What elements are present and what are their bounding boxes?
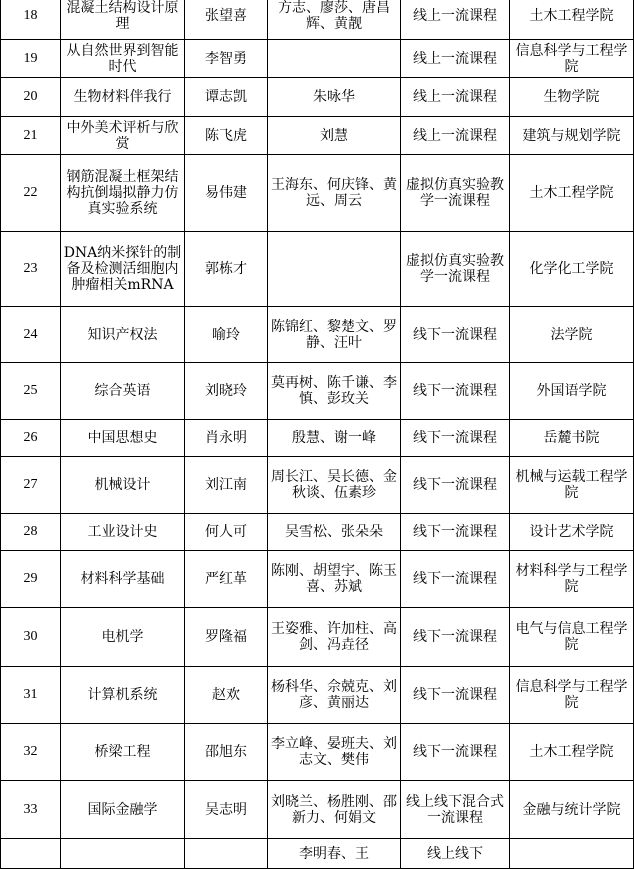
team-members: 陈刚、胡望宇、陈玉喜、苏斌 bbox=[268, 551, 401, 608]
college-name: 金融与统计学院 bbox=[510, 781, 634, 839]
course-type: 线下一流课程 bbox=[401, 363, 510, 420]
team-members: 陈锦红、黎楚文、罗静、汪叶 bbox=[268, 307, 401, 363]
college-name: 岳麓书院 bbox=[510, 420, 634, 457]
course-leader: 肖永明 bbox=[185, 420, 268, 457]
table-row bbox=[1, 78, 634, 117]
team-members: 王姿雅、许加柱、高剑、冯垚径 bbox=[268, 608, 401, 667]
team-members bbox=[268, 40, 401, 78]
table-row bbox=[1, 363, 634, 420]
team-members: 周长江、吴长德、金秋谈、伍素珍 bbox=[268, 457, 401, 514]
table-row bbox=[1, 608, 634, 667]
course-leader: 严红革 bbox=[185, 551, 268, 608]
college-name: 设计艺术学院 bbox=[510, 514, 634, 551]
college-name: 土木工程学院 bbox=[510, 724, 634, 781]
college-name: 信息科学与工程学院 bbox=[510, 667, 634, 724]
row-number: 20 bbox=[1, 78, 61, 117]
college-name: 化学化工学院 bbox=[510, 232, 634, 307]
course-type: 线上一流课程 bbox=[401, 78, 510, 117]
team-members: 吴雪松、张朵朵 bbox=[268, 514, 401, 551]
course-name: 生物材料伴我行 bbox=[61, 78, 185, 117]
college-name: 材料科学与工程学院 bbox=[510, 551, 634, 608]
course-name: DNA纳米探针的制备及检测活细胞内肿瘤相关mRNA bbox=[61, 232, 185, 307]
course-type: 线上线下混合式一流课程 bbox=[401, 781, 510, 839]
course-name: 钢筋混凝土框架结构抗倒塌拟静力仿真实验系统 bbox=[61, 155, 185, 232]
row-number: 21 bbox=[1, 117, 61, 155]
team-members: 李立峰、晏班夫、刘志文、樊伟 bbox=[268, 724, 401, 781]
table-row bbox=[1, 117, 634, 155]
table-row bbox=[1, 781, 634, 839]
team-members: 方志、廖莎、唐昌辉、黄靓 bbox=[268, 0, 401, 40]
course-type: 线上一流课程 bbox=[401, 0, 510, 40]
course-type: 虚拟仿真实验教学一流课程 bbox=[401, 232, 510, 307]
college-name: 土木工程学院 bbox=[510, 0, 634, 40]
course-leader: 郭栋才 bbox=[185, 232, 268, 307]
row-number: 22 bbox=[1, 155, 61, 232]
table-row bbox=[1, 514, 634, 551]
team-members: 刘慧 bbox=[268, 117, 401, 155]
course-name: 混凝土结构设计原理 bbox=[61, 0, 185, 40]
college-name: 法学院 bbox=[510, 307, 634, 363]
college-name: 生物学院 bbox=[510, 78, 634, 117]
college-name bbox=[510, 839, 634, 869]
course-type: 线下一流课程 bbox=[401, 514, 510, 551]
college-name: 外国语学院 bbox=[510, 363, 634, 420]
course-type: 虚拟仿真实验教学一流课程 bbox=[401, 155, 510, 232]
course-name: 国际金融学 bbox=[61, 781, 185, 839]
table-row bbox=[1, 551, 634, 608]
course-leader: 谭志凯 bbox=[185, 78, 268, 117]
table-row bbox=[1, 40, 634, 78]
course-leader bbox=[185, 839, 268, 869]
course-leader: 吴志明 bbox=[185, 781, 268, 839]
row-number: 27 bbox=[1, 457, 61, 514]
college-name: 信息科学与工程学院 bbox=[510, 40, 634, 78]
row-number: 26 bbox=[1, 420, 61, 457]
table-row bbox=[1, 155, 634, 232]
course-name: 知识产权法 bbox=[61, 307, 185, 363]
course-name: 计算机系统 bbox=[61, 667, 185, 724]
row-number: 23 bbox=[1, 232, 61, 307]
course-leader: 易伟建 bbox=[185, 155, 268, 232]
table-row bbox=[1, 420, 634, 457]
team-members: 王海东、何庆锋、黄远、周云 bbox=[268, 155, 401, 232]
course-type: 线上一流课程 bbox=[401, 117, 510, 155]
course-type: 线上线下 bbox=[401, 839, 510, 869]
course-type: 线下一流课程 bbox=[401, 724, 510, 781]
team-members bbox=[268, 232, 401, 307]
row-number bbox=[1, 839, 61, 869]
course-type: 线下一流课程 bbox=[401, 551, 510, 608]
table-row bbox=[1, 0, 634, 40]
team-members: 殷慧、谢一峰 bbox=[268, 420, 401, 457]
course-name: 工业设计史 bbox=[61, 514, 185, 551]
course-leader: 赵欢 bbox=[185, 667, 268, 724]
team-members: 李明春、王 bbox=[268, 839, 401, 869]
course-leader: 张望喜 bbox=[185, 0, 268, 40]
table-body bbox=[1, 0, 634, 869]
row-number: 24 bbox=[1, 307, 61, 363]
college-name: 建筑与规划学院 bbox=[510, 117, 634, 155]
college-name: 电气与信息工程学院 bbox=[510, 608, 634, 667]
table-row bbox=[1, 724, 634, 781]
row-number: 32 bbox=[1, 724, 61, 781]
team-members: 杨科华、佘兢克、刘彦、黄丽达 bbox=[268, 667, 401, 724]
course-leader: 李智勇 bbox=[185, 40, 268, 78]
team-members: 莫再树、陈千谦、李慎、彭玫关 bbox=[268, 363, 401, 420]
table-row bbox=[1, 232, 634, 307]
course-name: 中国思想史 bbox=[61, 420, 185, 457]
table-row bbox=[1, 457, 634, 514]
course-name: 从自然世界到智能时代 bbox=[61, 40, 185, 78]
table-row bbox=[1, 839, 634, 869]
table-row bbox=[1, 307, 634, 363]
row-number: 33 bbox=[1, 781, 61, 839]
row-number: 28 bbox=[1, 514, 61, 551]
course-type: 线下一流课程 bbox=[401, 457, 510, 514]
row-number: 29 bbox=[1, 551, 61, 608]
team-members: 朱咏华 bbox=[268, 78, 401, 117]
course-leader: 何人可 bbox=[185, 514, 268, 551]
course-leader: 刘晓玲 bbox=[185, 363, 268, 420]
course-type: 线下一流课程 bbox=[401, 608, 510, 667]
row-number: 30 bbox=[1, 608, 61, 667]
course-type: 线上一流课程 bbox=[401, 40, 510, 78]
course-name: 中外美术评析与欣赏 bbox=[61, 117, 185, 155]
course-type: 线下一流课程 bbox=[401, 667, 510, 724]
course-name bbox=[61, 839, 185, 869]
row-number: 25 bbox=[1, 363, 61, 420]
row-number: 18 bbox=[1, 0, 61, 40]
course-name: 桥梁工程 bbox=[61, 724, 185, 781]
course-leader: 罗隆福 bbox=[185, 608, 268, 667]
course-type: 线下一流课程 bbox=[401, 307, 510, 363]
college-name: 机械与运载工程学院 bbox=[510, 457, 634, 514]
course-name: 机械设计 bbox=[61, 457, 185, 514]
course-type: 线下一流课程 bbox=[401, 420, 510, 457]
course-leader: 喻玲 bbox=[185, 307, 268, 363]
row-number: 31 bbox=[1, 667, 61, 724]
team-members: 刘晓兰、杨胜刚、邵新力、何娟文 bbox=[268, 781, 401, 839]
course-leader: 陈飞虎 bbox=[185, 117, 268, 155]
college-name: 土木工程学院 bbox=[510, 155, 634, 232]
course-leader: 刘江南 bbox=[185, 457, 268, 514]
row-number: 19 bbox=[1, 40, 61, 78]
course-leader: 邵旭东 bbox=[185, 724, 268, 781]
table-row bbox=[1, 667, 634, 724]
course-name: 电机学 bbox=[61, 608, 185, 667]
course-name: 综合英语 bbox=[61, 363, 185, 420]
course-name: 材料科学基础 bbox=[61, 551, 185, 608]
